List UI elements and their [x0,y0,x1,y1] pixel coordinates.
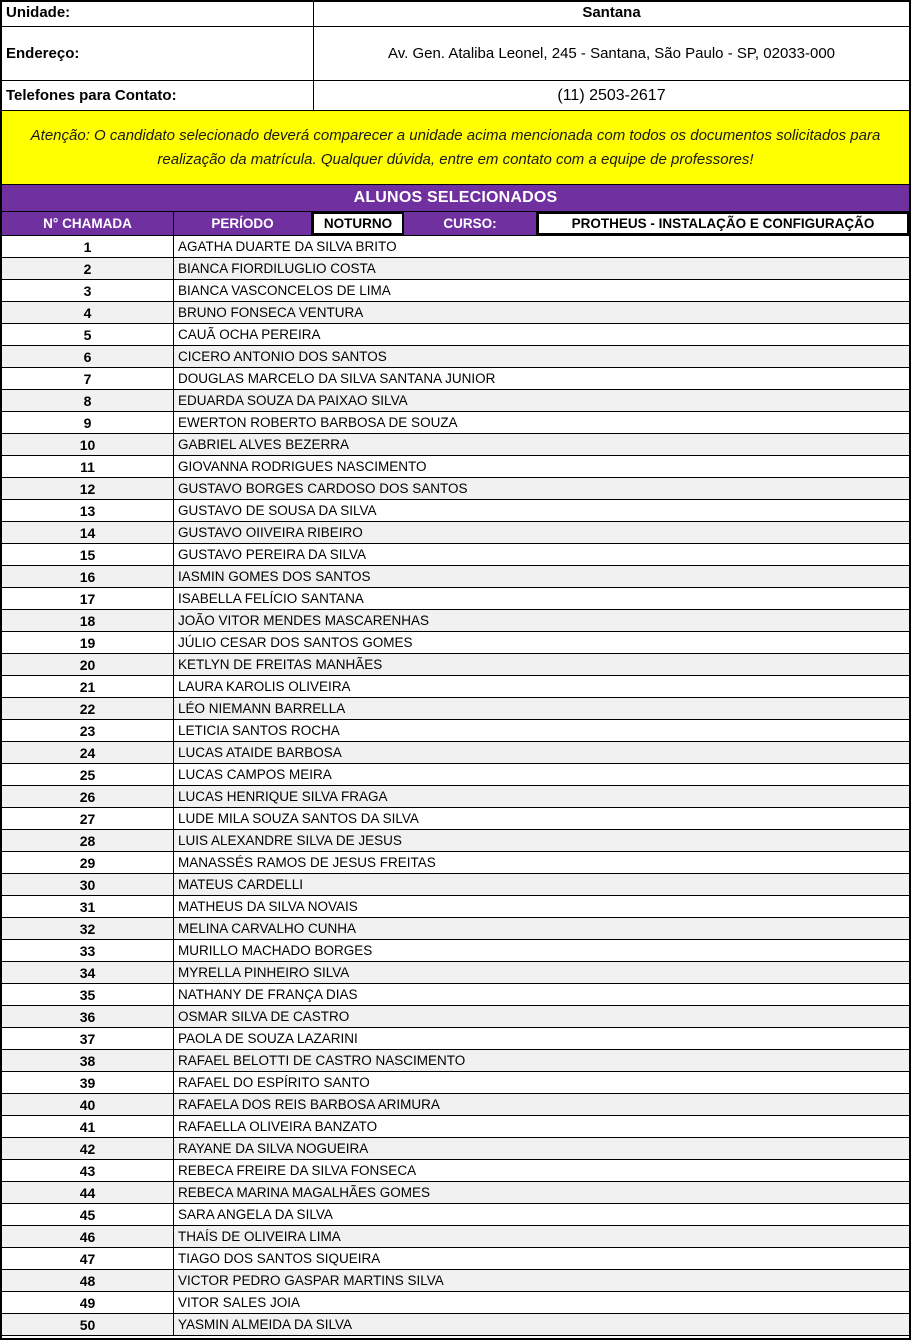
student-name: LAURA KAROLIS OLIVEIRA [178,679,351,694]
student-call-number: 24 [2,742,174,763]
student-call-number: 7 [2,368,174,389]
student-name: VICTOR PEDRO GASPAR MARTINS SILVA [178,1273,444,1288]
table-row [2,786,909,808]
table-column-headers [2,212,909,236]
student-name: LUCAS CAMPOS MEIRA [178,767,332,782]
student-call-number: 22 [2,698,174,719]
student-name: YASMIN ALMEIDA DA SILVA [178,1317,353,1332]
table-row [2,258,909,280]
student-call-number: 50 [2,1314,174,1335]
student-call-number: 43 [2,1160,174,1181]
table-row [2,852,909,874]
student-call-number: 40 [2,1094,174,1115]
table-row [2,368,909,390]
table-row [2,984,909,1006]
student-call-number: 6 [2,346,174,367]
table-row [2,1028,909,1050]
phones-label: Telefones para Contato: [2,81,314,110]
student-name: JÚLIO CESAR DOS SANTOS GOMES [178,635,413,650]
table-row [2,1072,909,1094]
student-name: ISABELLA FELÍCIO SANTANA [178,591,364,606]
table-row [2,1248,909,1270]
table-row [2,720,909,742]
student-name: GUSTAVO OIIVEIRA RIBEIRO [178,525,363,540]
unit-value: Santana [582,4,641,21]
student-name: DOUGLAS MARCELO DA SILVA SANTANA JUNIOR [178,371,496,386]
table-row [2,632,909,654]
student-call-number: 28 [2,830,174,851]
student-name: REBECA FREIRE DA SILVA FONSECA [178,1163,417,1178]
attention-banner-text: Atenção: O candidato selecionado deverá comparecer a unidade acima mencionada com todos os documentos solicitados para realização da matrícula. Qualquer dúvida, entre em contato com a equipe de professores! [30,127,881,168]
student-call-number: 29 [2,852,174,873]
student-name: PAOLA DE SOUZA LAZARINI [178,1031,358,1046]
table-row [2,962,909,984]
student-name: NATHANY DE FRANÇA DIAS [178,987,358,1002]
phones-value: (11) 2503-2617 [557,86,666,104]
student-name: LÉO NIEMANN BARRELLA [178,701,346,716]
student-call-number: 33 [2,940,174,961]
student-call-number: 5 [2,324,174,345]
student-call-number: 4 [2,302,174,323]
student-call-number: 13 [2,500,174,521]
student-call-number: 2 [2,258,174,279]
student-call-number: 31 [2,896,174,917]
table-row [2,1138,909,1160]
student-name: REBECA MARINA MAGALHÃES GOMES [178,1185,431,1200]
student-call-number: 49 [2,1292,174,1313]
student-name: RAFAELA DOS REIS BARBOSA ARIMURA [178,1097,440,1112]
student-call-number: 37 [2,1028,174,1049]
table-row [2,1160,909,1182]
unit-info-table [2,2,909,111]
student-name: RAFAEL DO ESPÍRITO SANTO [178,1075,370,1090]
table-row [2,764,909,786]
table-row [2,1204,909,1226]
table-row [2,1292,909,1314]
student-call-number: 48 [2,1270,174,1291]
student-name: RAYANE DA SILVA NOGUEIRA [178,1141,369,1156]
unit-row [2,2,909,27]
student-name: MYRELLA PINHEIRO SILVA [178,965,350,980]
student-call-number: 36 [2,1006,174,1027]
students-list [2,236,909,1336]
student-name: TIAGO DOS SANTOS SIQUEIRA [178,1251,381,1266]
unit-label: Unidade: [2,2,314,26]
student-name: MATHEUS DA SILVA NOVAIS [178,899,358,914]
student-name: MANASSÉS RAMOS DE JESUS FREITAS [178,855,436,870]
table-row [2,434,909,456]
table-row [2,522,909,544]
student-name: CICERO ANTONIO DOS SANTOS [178,349,387,364]
table-row [2,742,909,764]
table-row [2,566,909,588]
address-value: Av. Gen. Ataliba Leonel, 245 - Santana, São Paulo - SP, 02033-000 [388,45,835,62]
student-name: LUCAS HENRIQUE SILVA FRAGA [178,789,388,804]
student-name: LUIS ALEXANDRE SILVA DE JESUS [178,833,402,848]
table-row [2,654,909,676]
student-call-number: 14 [2,522,174,543]
header-curso-value: PROTHEUS - INSTALAÇÃO E CONFIGURAÇÃO [537,212,909,235]
header-periodo-value: NOTURNO [312,212,404,235]
student-name: LUCAS ATAIDE BARBOSA [178,745,342,760]
student-call-number: 30 [2,874,174,895]
student-name: BRUNO FONSECA VENTURA [178,305,364,320]
table-row [2,1182,909,1204]
student-name: THAÍS DE OLIVEIRA LIMA [178,1229,341,1244]
student-call-number: 34 [2,962,174,983]
table-row [2,676,909,698]
student-call-number: 8 [2,390,174,411]
table-row [2,1094,909,1116]
student-name: GUSTAVO DE SOUSA DA SILVA [178,503,377,518]
table-row [2,610,909,632]
student-name: CAUÃ OCHA PEREIRA [178,327,321,342]
table-row [2,412,909,434]
table-row [2,808,909,830]
student-name: GUSTAVO BORGES CARDOSO DOS SANTOS [178,481,468,496]
table-row [2,324,909,346]
table-row [2,588,909,610]
table-row [2,874,909,896]
header-periodo-label: PERÍODO [174,212,312,235]
student-name: MATEUS CARDELLI [178,877,304,892]
student-call-number: 11 [2,456,174,477]
table-row [2,302,909,324]
student-call-number: 20 [2,654,174,675]
table-row [2,1226,909,1248]
student-call-number: 44 [2,1182,174,1203]
student-name: GABRIEL ALVES BEZERRA [178,437,350,452]
table-row [2,1050,909,1072]
student-name: LUDE MILA SOUZA SANTOS DA SILVA [178,811,419,826]
student-call-number: 27 [2,808,174,829]
table-row [2,1116,909,1138]
student-name: JOÃO VITOR MENDES MASCARENHAS [178,613,430,628]
student-name: OSMAR SILVA DE CASTRO [178,1009,350,1024]
student-name: KETLYN DE FREITAS MANHÃES [178,657,383,672]
table-row [2,390,909,412]
student-name: EDUARDA SOUZA DA PAIXAO SILVA [178,393,408,408]
table-row [2,830,909,852]
student-call-number: 45 [2,1204,174,1225]
attention-banner [2,111,909,185]
student-call-number: 47 [2,1248,174,1269]
student-call-number: 38 [2,1050,174,1071]
table-row [2,896,909,918]
address-row [2,27,909,81]
student-name: AGATHA DUARTE DA SILVA BRITO [178,239,397,254]
table-row [2,940,909,962]
student-call-number: 41 [2,1116,174,1137]
table-row [2,500,909,522]
student-call-number: 10 [2,434,174,455]
student-call-number: 1 [2,236,174,257]
student-call-number: 15 [2,544,174,565]
student-call-number: 25 [2,764,174,785]
table-row [2,698,909,720]
student-call-number: 35 [2,984,174,1005]
table-row [2,1314,909,1336]
table-row [2,544,909,566]
header-chamada: N° CHAMADA [2,212,174,235]
student-name: MURILLO MACHADO BORGES [178,943,373,958]
student-call-number: 16 [2,566,174,587]
student-call-number: 42 [2,1138,174,1159]
table-row [2,918,909,940]
section-title: ALUNOS SELECIONADOS [2,185,909,212]
student-call-number: 26 [2,786,174,807]
student-name: VITOR SALES JOIA [178,1295,301,1310]
table-row [2,478,909,500]
student-name: EWERTON ROBERTO BARBOSA DE SOUZA [178,415,458,430]
student-name: GUSTAVO PEREIRA DA SILVA [178,547,367,562]
student-call-number: 18 [2,610,174,631]
table-row [2,280,909,302]
student-call-number: 3 [2,280,174,301]
student-call-number: 21 [2,676,174,697]
student-call-number: 12 [2,478,174,499]
student-name: RAFAEL BELOTTI DE CASTRO NASCIMENTO [178,1053,466,1068]
student-call-number: 9 [2,412,174,433]
table-row [2,1006,909,1028]
student-name: BIANCA FIORDILUGLIO COSTA [178,261,376,276]
student-name: MELINA CARVALHO CUNHA [178,921,357,936]
student-call-number: 39 [2,1072,174,1093]
header-curso-label: CURSO: [404,212,537,235]
phones-row [2,81,909,111]
student-call-number: 46 [2,1226,174,1247]
address-label: Endereço: [2,27,314,80]
student-name: SARA ANGELA DA SILVA [178,1207,333,1222]
student-name: IASMIN GOMES DOS SANTOS [178,569,371,584]
table-row [2,236,909,258]
student-name: RAFAELLA OLIVEIRA BANZATO [178,1119,378,1134]
table-row [2,1270,909,1292]
student-call-number: 32 [2,918,174,939]
student-call-number: 19 [2,632,174,653]
student-call-number: 17 [2,588,174,609]
table-row [2,456,909,478]
student-name: GIOVANNA RODRIGUES NASCIMENTO [178,459,427,474]
student-name: LETICIA SANTOS ROCHA [178,723,340,738]
table-row [2,346,909,368]
student-call-number: 23 [2,720,174,741]
student-name: BIANCA VASCONCELOS DE LIMA [178,283,391,298]
